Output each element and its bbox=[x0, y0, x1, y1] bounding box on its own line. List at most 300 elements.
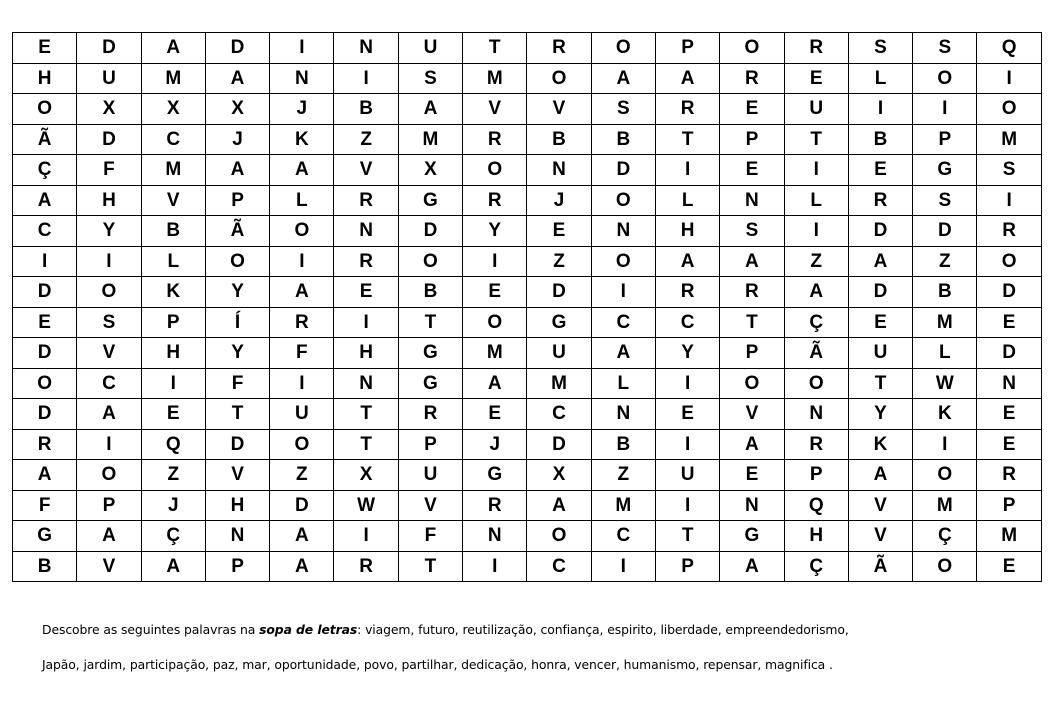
grid-cell[interactable]: S bbox=[913, 33, 977, 64]
grid-cell[interactable]: T bbox=[655, 124, 719, 155]
grid-row bbox=[13, 124, 1042, 155]
grid-cell[interactable]: A bbox=[205, 155, 269, 186]
grid-cell[interactable]: S bbox=[913, 185, 977, 216]
grid-cell[interactable]: P bbox=[720, 338, 784, 369]
grid-cell[interactable]: X bbox=[398, 155, 462, 186]
grid-cell[interactable]: D bbox=[913, 216, 977, 247]
grid-cell[interactable]: R bbox=[977, 216, 1041, 247]
grid-cell[interactable]: I bbox=[77, 429, 141, 460]
grid-cell[interactable]: O bbox=[527, 63, 591, 94]
grid-cell[interactable]: D bbox=[848, 277, 912, 308]
grid-cell[interactable]: E bbox=[527, 216, 591, 247]
grid-cell[interactable]: D bbox=[527, 429, 591, 460]
grid-cell[interactable]: G bbox=[398, 338, 462, 369]
grid-cell[interactable]: O bbox=[913, 551, 977, 582]
grid-cell[interactable]: J bbox=[141, 490, 205, 521]
grid-cell[interactable]: U bbox=[527, 338, 591, 369]
grid-cell[interactable]: O bbox=[591, 246, 655, 277]
grid-cell[interactable]: A bbox=[848, 460, 912, 491]
grid-cell[interactable]: D bbox=[591, 155, 655, 186]
grid-cell[interactable]: R bbox=[463, 124, 527, 155]
grid-cell[interactable]: P bbox=[205, 551, 269, 582]
grid-cell[interactable]: V bbox=[463, 94, 527, 125]
grid-cell[interactable]: A bbox=[13, 460, 77, 491]
grid-cell[interactable]: Ç bbox=[784, 307, 848, 338]
grid-cell[interactable]: H bbox=[141, 338, 205, 369]
grid-cell[interactable]: I bbox=[141, 368, 205, 399]
grid-cell[interactable]: V bbox=[141, 185, 205, 216]
grid-cell[interactable]: U bbox=[848, 338, 912, 369]
grid-cell[interactable]: R bbox=[655, 277, 719, 308]
grid-cell[interactable]: Z bbox=[141, 460, 205, 491]
grid-cell[interactable]: A bbox=[591, 63, 655, 94]
grid-cell[interactable]: C bbox=[527, 399, 591, 430]
grid-cell[interactable]: A bbox=[141, 33, 205, 64]
grid-cell[interactable]: Y bbox=[848, 399, 912, 430]
grid-cell[interactable]: Ç bbox=[13, 155, 77, 186]
grid-cell[interactable]: D bbox=[527, 277, 591, 308]
grid-cell[interactable]: P bbox=[784, 460, 848, 491]
grid-cell[interactable]: U bbox=[398, 33, 462, 64]
grid-cell[interactable]: N bbox=[720, 490, 784, 521]
grid-row bbox=[13, 216, 1042, 247]
grid-cell[interactable]: E bbox=[13, 33, 77, 64]
grid-cell[interactable]: W bbox=[913, 368, 977, 399]
grid-cell[interactable]: P bbox=[77, 490, 141, 521]
grid-cell[interactable]: T bbox=[784, 124, 848, 155]
grid-cell[interactable]: E bbox=[13, 307, 77, 338]
grid-cell[interactable]: O bbox=[398, 246, 462, 277]
grid-cell[interactable]: D bbox=[205, 33, 269, 64]
grid-row bbox=[13, 246, 1042, 277]
grid-cell[interactable]: M bbox=[913, 490, 977, 521]
grid-cell[interactable]: P bbox=[655, 551, 719, 582]
grid-cell[interactable]: H bbox=[13, 63, 77, 94]
grid-cell[interactable]: L bbox=[848, 63, 912, 94]
instructions-word-list-1: : viagem, futuro, reutilização, confiança, espirito, liberdade, empreendedorismo, bbox=[357, 622, 849, 637]
grid-cell[interactable]: N bbox=[334, 216, 398, 247]
grid-cell[interactable]: P bbox=[720, 124, 784, 155]
grid-cell[interactable]: G bbox=[398, 185, 462, 216]
grid-cell[interactable]: C bbox=[13, 216, 77, 247]
grid-cell[interactable]: O bbox=[720, 368, 784, 399]
grid-cell[interactable]: O bbox=[77, 460, 141, 491]
grid-row bbox=[13, 460, 1042, 491]
grid-cell[interactable]: I bbox=[784, 216, 848, 247]
grid-row bbox=[13, 338, 1042, 369]
grid-cell[interactable]: Q bbox=[141, 429, 205, 460]
grid-cell[interactable]: I bbox=[591, 551, 655, 582]
grid-cell[interactable]: P bbox=[977, 490, 1041, 521]
grid-cell[interactable]: G bbox=[913, 155, 977, 186]
grid-cell[interactable]: R bbox=[334, 551, 398, 582]
grid-cell[interactable]: T bbox=[720, 307, 784, 338]
grid-cell[interactable]: E bbox=[848, 307, 912, 338]
grid-cell[interactable]: I bbox=[848, 94, 912, 125]
grid-cell[interactable]: T bbox=[398, 551, 462, 582]
grid-cell[interactable]: H bbox=[784, 521, 848, 552]
grid-cell[interactable]: Ã bbox=[13, 124, 77, 155]
grid-cell[interactable]: D bbox=[270, 490, 334, 521]
grid-cell[interactable]: T bbox=[655, 521, 719, 552]
grid-cell[interactable]: A bbox=[141, 551, 205, 582]
grid-cell[interactable]: S bbox=[591, 94, 655, 125]
grid-cell[interactable]: E bbox=[720, 94, 784, 125]
grid-cell[interactable]: M bbox=[527, 368, 591, 399]
grid-cell[interactable]: L bbox=[141, 246, 205, 277]
grid-cell[interactable]: Ç bbox=[784, 551, 848, 582]
grid-cell[interactable]: B bbox=[334, 94, 398, 125]
grid-cell[interactable]: U bbox=[784, 94, 848, 125]
grid-cell[interactable]: A bbox=[270, 551, 334, 582]
grid-cell[interactable]: I bbox=[977, 63, 1041, 94]
grid-cell[interactable]: O bbox=[591, 33, 655, 64]
grid-cell[interactable]: B bbox=[398, 277, 462, 308]
grid-row bbox=[13, 521, 1042, 552]
grid-cell[interactable]: O bbox=[463, 155, 527, 186]
grid-cell[interactable]: X bbox=[527, 460, 591, 491]
grid-cell[interactable]: A bbox=[848, 246, 912, 277]
grid-cell[interactable]: V bbox=[77, 551, 141, 582]
grid-cell[interactable]: A bbox=[77, 521, 141, 552]
grid-cell[interactable]: Z bbox=[270, 460, 334, 491]
grid-cell[interactable]: I bbox=[77, 246, 141, 277]
grid-cell[interactable]: N bbox=[270, 63, 334, 94]
grid-cell[interactable]: D bbox=[977, 277, 1041, 308]
grid-cell[interactable]: O bbox=[13, 94, 77, 125]
instructions-line-1 bbox=[42, 622, 849, 637]
grid-cell[interactable]: R bbox=[784, 429, 848, 460]
grid-cell[interactable]: O bbox=[591, 185, 655, 216]
grid-cell[interactable]: M bbox=[913, 307, 977, 338]
grid-cell[interactable]: I bbox=[913, 94, 977, 125]
grid-cell[interactable]: B bbox=[913, 277, 977, 308]
grid-cell[interactable]: D bbox=[13, 338, 77, 369]
grid-cell[interactable]: Z bbox=[527, 246, 591, 277]
grid-cell[interactable]: X bbox=[334, 460, 398, 491]
grid-cell[interactable]: C bbox=[77, 368, 141, 399]
grid-cell[interactable]: O bbox=[913, 63, 977, 94]
grid-cell[interactable]: R bbox=[848, 185, 912, 216]
grid-cell[interactable]: S bbox=[848, 33, 912, 64]
grid-cell[interactable]: O bbox=[77, 277, 141, 308]
grid-cell[interactable]: C bbox=[141, 124, 205, 155]
grid-cell[interactable]: X bbox=[77, 94, 141, 125]
grid-cell[interactable]: M bbox=[141, 155, 205, 186]
grid-cell[interactable]: A bbox=[655, 63, 719, 94]
grid-cell[interactable]: N bbox=[205, 521, 269, 552]
grid-cell[interactable]: J bbox=[463, 429, 527, 460]
grid-cell[interactable]: Ã bbox=[205, 216, 269, 247]
grid-cell[interactable]: R bbox=[13, 429, 77, 460]
grid-cell[interactable]: T bbox=[334, 399, 398, 430]
grid-cell[interactable]: Q bbox=[977, 33, 1041, 64]
grid-cell[interactable]: N bbox=[784, 399, 848, 430]
grid-cell[interactable]: D bbox=[77, 33, 141, 64]
grid-cell[interactable]: O bbox=[13, 368, 77, 399]
grid-cell[interactable]: V bbox=[398, 490, 462, 521]
grid-cell[interactable]: K bbox=[141, 277, 205, 308]
grid-cell[interactable]: L bbox=[913, 338, 977, 369]
grid-cell[interactable]: I bbox=[655, 429, 719, 460]
grid-cell[interactable]: Y bbox=[205, 277, 269, 308]
grid-cell[interactable]: I bbox=[334, 307, 398, 338]
grid-cell[interactable]: E bbox=[784, 63, 848, 94]
grid-cell[interactable]: A bbox=[270, 277, 334, 308]
grid-cell[interactable]: Z bbox=[784, 246, 848, 277]
grid-cell[interactable]: A bbox=[720, 551, 784, 582]
grid-cell[interactable]: Ã bbox=[784, 338, 848, 369]
grid-cell[interactable]: R bbox=[720, 277, 784, 308]
grid-cell[interactable]: Y bbox=[655, 338, 719, 369]
grid-cell[interactable]: A bbox=[784, 277, 848, 308]
grid-cell[interactable]: I bbox=[13, 246, 77, 277]
grid-cell[interactable]: F bbox=[77, 155, 141, 186]
grid-cell[interactable]: M bbox=[398, 124, 462, 155]
grid-cell[interactable]: I bbox=[334, 63, 398, 94]
grid-cell[interactable]: D bbox=[13, 399, 77, 430]
grid-cell[interactable]: T bbox=[463, 33, 527, 64]
grid-cell[interactable]: R bbox=[463, 185, 527, 216]
grid-cell[interactable]: T bbox=[398, 307, 462, 338]
grid-cell[interactable]: S bbox=[720, 216, 784, 247]
grid-cell[interactable]: P bbox=[205, 185, 269, 216]
grid-cell[interactable]: A bbox=[270, 521, 334, 552]
grid-cell[interactable]: A bbox=[463, 368, 527, 399]
grid-cell[interactable]: S bbox=[977, 155, 1041, 186]
grid-cell[interactable]: F bbox=[398, 521, 462, 552]
grid-cell[interactable]: C bbox=[527, 551, 591, 582]
grid-cell[interactable]: V bbox=[77, 338, 141, 369]
grid-cell[interactable]: N bbox=[527, 155, 591, 186]
grid-cell[interactable]: S bbox=[77, 307, 141, 338]
grid-cell[interactable]: I bbox=[977, 185, 1041, 216]
grid-cell[interactable]: V bbox=[848, 490, 912, 521]
grid-cell[interactable]: E bbox=[463, 277, 527, 308]
grid-cell[interactable]: A bbox=[13, 185, 77, 216]
grid-cell[interactable]: A bbox=[591, 338, 655, 369]
grid-cell[interactable]: E bbox=[977, 399, 1041, 430]
grid-cell[interactable]: M bbox=[977, 124, 1041, 155]
grid-cell[interactable]: C bbox=[591, 307, 655, 338]
grid-cell[interactable]: B bbox=[141, 216, 205, 247]
grid-cell[interactable]: M bbox=[591, 490, 655, 521]
grid-cell[interactable]: R bbox=[720, 63, 784, 94]
grid-cell[interactable]: Ã bbox=[848, 551, 912, 582]
grid-cell[interactable]: Í bbox=[205, 307, 269, 338]
grid-cell[interactable]: C bbox=[655, 307, 719, 338]
grid-cell[interactable]: N bbox=[591, 216, 655, 247]
grid-cell[interactable]: E bbox=[720, 460, 784, 491]
grid-cell[interactable]: P bbox=[655, 33, 719, 64]
grid-cell[interactable]: U bbox=[655, 460, 719, 491]
grid-cell[interactable]: E bbox=[977, 307, 1041, 338]
grid-cell[interactable]: E bbox=[334, 277, 398, 308]
grid-cell[interactable]: M bbox=[463, 338, 527, 369]
grid-cell[interactable]: B bbox=[591, 124, 655, 155]
grid-row bbox=[13, 551, 1042, 582]
grid-cell[interactable]: H bbox=[334, 338, 398, 369]
grid-cell[interactable]: F bbox=[13, 490, 77, 521]
grid-cell[interactable]: X bbox=[141, 94, 205, 125]
grid-cell[interactable]: U bbox=[270, 399, 334, 430]
grid-cell[interactable]: I bbox=[784, 155, 848, 186]
grid-cell[interactable]: F bbox=[205, 368, 269, 399]
grid-cell[interactable]: B bbox=[848, 124, 912, 155]
grid-cell[interactable]: E bbox=[720, 155, 784, 186]
grid-cell[interactable]: E bbox=[977, 429, 1041, 460]
grid-cell[interactable]: R bbox=[784, 33, 848, 64]
grid-cell[interactable]: O bbox=[720, 33, 784, 64]
grid-cell[interactable]: N bbox=[720, 185, 784, 216]
grid-cell[interactable]: E bbox=[655, 399, 719, 430]
grid-cell[interactable]: B bbox=[13, 551, 77, 582]
grid-cell[interactable]: Y bbox=[205, 338, 269, 369]
grid-cell[interactable]: J bbox=[270, 94, 334, 125]
grid-cell[interactable]: R bbox=[398, 399, 462, 430]
grid-cell[interactable]: T bbox=[205, 399, 269, 430]
grid-cell[interactable]: O bbox=[205, 246, 269, 277]
grid-cell[interactable]: K bbox=[270, 124, 334, 155]
grid-cell[interactable]: W bbox=[334, 490, 398, 521]
grid-cell[interactable]: U bbox=[398, 460, 462, 491]
grid-cell[interactable]: K bbox=[913, 399, 977, 430]
grid-cell[interactable]: Ç bbox=[141, 521, 205, 552]
grid-cell[interactable]: J bbox=[527, 185, 591, 216]
grid-cell[interactable]: Z bbox=[913, 246, 977, 277]
grid-cell[interactable]: R bbox=[977, 460, 1041, 491]
grid-cell[interactable]: D bbox=[13, 277, 77, 308]
grid-cell[interactable]: I bbox=[591, 277, 655, 308]
grid-cell[interactable]: G bbox=[463, 460, 527, 491]
grid-cell[interactable]: V bbox=[848, 521, 912, 552]
grid-cell[interactable]: L bbox=[784, 185, 848, 216]
grid-cell[interactable]: I bbox=[655, 490, 719, 521]
grid-cell[interactable]: R bbox=[463, 490, 527, 521]
grid-cell[interactable]: I bbox=[270, 368, 334, 399]
grid-cell[interactable]: B bbox=[527, 124, 591, 155]
grid-cell[interactable]: R bbox=[334, 185, 398, 216]
grid-cell[interactable]: E bbox=[141, 399, 205, 430]
grid-row bbox=[13, 277, 1042, 308]
grid-cell[interactable]: A bbox=[205, 63, 269, 94]
grid-cell[interactable]: N bbox=[591, 399, 655, 430]
grid-cell[interactable]: I bbox=[270, 33, 334, 64]
instructions-prefix: Descobre as seguintes palavras na bbox=[42, 622, 260, 637]
grid-cell[interactable]: V bbox=[720, 399, 784, 430]
grid-cell[interactable]: I bbox=[655, 155, 719, 186]
grid-cell[interactable]: U bbox=[77, 63, 141, 94]
grid-cell[interactable]: Ç bbox=[913, 521, 977, 552]
grid-cell[interactable]: D bbox=[77, 124, 141, 155]
grid-cell[interactable]: D bbox=[398, 216, 462, 247]
grid-cell[interactable]: P bbox=[913, 124, 977, 155]
grid-cell[interactable]: N bbox=[463, 521, 527, 552]
grid-cell[interactable]: F bbox=[270, 338, 334, 369]
grid-cell[interactable]: A bbox=[398, 94, 462, 125]
grid-cell[interactable]: I bbox=[913, 429, 977, 460]
grid-cell[interactable]: O bbox=[527, 521, 591, 552]
grid-cell[interactable]: L bbox=[270, 185, 334, 216]
grid-cell[interactable]: V bbox=[205, 460, 269, 491]
grid-cell[interactable]: T bbox=[334, 429, 398, 460]
grid-cell[interactable]: M bbox=[463, 63, 527, 94]
grid-cell[interactable]: O bbox=[463, 307, 527, 338]
grid-cell[interactable]: O bbox=[977, 246, 1041, 277]
grid-cell[interactable]: I bbox=[463, 551, 527, 582]
grid-cell[interactable]: Y bbox=[77, 216, 141, 247]
grid-cell[interactable]: K bbox=[848, 429, 912, 460]
grid-cell[interactable]: R bbox=[527, 33, 591, 64]
grid-cell[interactable]: L bbox=[655, 185, 719, 216]
grid-cell[interactable]: S bbox=[398, 63, 462, 94]
grid-cell[interactable]: H bbox=[77, 185, 141, 216]
grid-cell[interactable]: M bbox=[977, 521, 1041, 552]
grid-cell[interactable]: I bbox=[334, 521, 398, 552]
grid-cell[interactable]: P bbox=[398, 429, 462, 460]
grid-cell[interactable]: Y bbox=[463, 216, 527, 247]
grid-cell[interactable]: N bbox=[334, 368, 398, 399]
grid-cell[interactable]: B bbox=[591, 429, 655, 460]
grid-cell[interactable]: M bbox=[141, 63, 205, 94]
grid-cell[interactable]: H bbox=[205, 490, 269, 521]
grid-cell[interactable]: E bbox=[977, 551, 1041, 582]
grid-cell[interactable]: D bbox=[977, 338, 1041, 369]
grid-row bbox=[13, 94, 1042, 125]
grid-cell[interactable]: N bbox=[977, 368, 1041, 399]
grid-cell[interactable]: X bbox=[205, 94, 269, 125]
grid-cell[interactable]: G bbox=[13, 521, 77, 552]
grid-cell[interactable]: Z bbox=[334, 124, 398, 155]
grid-cell[interactable]: R bbox=[270, 307, 334, 338]
grid-cell[interactable]: A bbox=[527, 490, 591, 521]
grid-cell[interactable]: Z bbox=[591, 460, 655, 491]
grid-cell[interactable]: V bbox=[334, 155, 398, 186]
grid-cell[interactable]: L bbox=[591, 368, 655, 399]
grid-cell[interactable]: A bbox=[655, 246, 719, 277]
grid-cell[interactable]: E bbox=[463, 399, 527, 430]
grid-cell[interactable]: O bbox=[270, 216, 334, 247]
grid-cell[interactable]: A bbox=[720, 429, 784, 460]
grid-cell[interactable]: J bbox=[205, 124, 269, 155]
grid-cell[interactable]: A bbox=[270, 155, 334, 186]
grid-cell[interactable]: I bbox=[270, 246, 334, 277]
grid-cell[interactable]: R bbox=[334, 246, 398, 277]
grid-cell[interactable]: I bbox=[463, 246, 527, 277]
grid-cell[interactable]: C bbox=[591, 521, 655, 552]
grid-cell[interactable]: A bbox=[77, 399, 141, 430]
grid-cell[interactable]: O bbox=[270, 429, 334, 460]
grid-cell[interactable]: O bbox=[784, 368, 848, 399]
grid-cell[interactable]: V bbox=[527, 94, 591, 125]
grid-cell[interactable]: N bbox=[334, 33, 398, 64]
grid-cell[interactable]: D bbox=[848, 216, 912, 247]
grid-cell[interactable]: G bbox=[398, 368, 462, 399]
grid-cell[interactable]: R bbox=[655, 94, 719, 125]
grid-cell[interactable]: E bbox=[848, 155, 912, 186]
grid-cell[interactable]: G bbox=[720, 521, 784, 552]
grid-cell[interactable]: G bbox=[527, 307, 591, 338]
grid-cell[interactable]: O bbox=[977, 94, 1041, 125]
grid-cell[interactable]: D bbox=[205, 429, 269, 460]
grid-cell[interactable]: O bbox=[913, 460, 977, 491]
grid-cell[interactable]: Q bbox=[784, 490, 848, 521]
grid-cell[interactable]: P bbox=[141, 307, 205, 338]
grid-cell[interactable]: H bbox=[655, 216, 719, 247]
grid-cell[interactable]: T bbox=[848, 368, 912, 399]
grid-cell[interactable]: A bbox=[720, 246, 784, 277]
grid-cell[interactable]: I bbox=[655, 368, 719, 399]
